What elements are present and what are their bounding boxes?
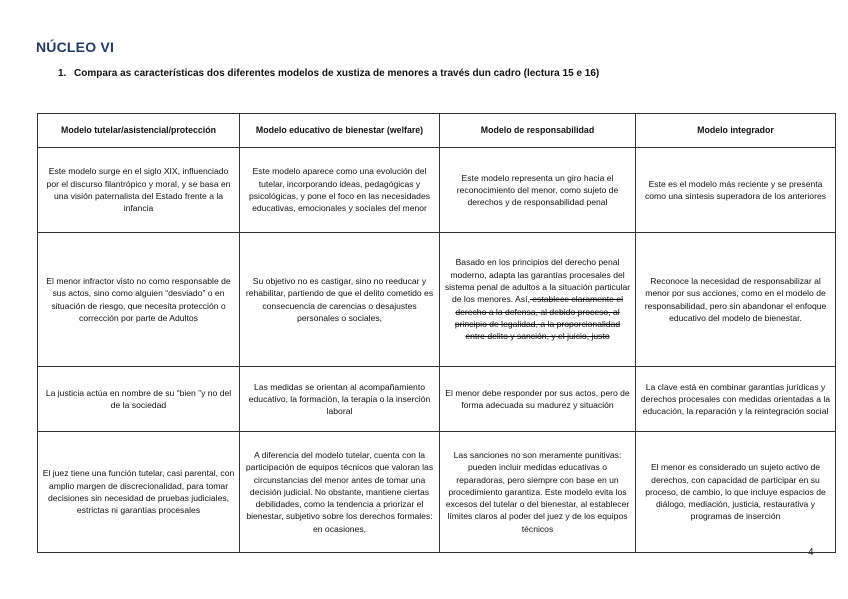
table-cell: La justicia actúa en nombre de su “bien ”y no del de la sociedad xyxy=(38,367,240,432)
table-cell: El menor es considerado un sujeto activo de derechos, con capacidad de participar en su proceso, de cambio, lo que incluye espacios de diálogo, mediación, justicia, restaurativa y programas de inserción xyxy=(636,432,836,553)
table-cell: Las sanciones no son meramente punitivas: pueden incluir medidas educativas o reparadoras, pero siempre con base en un procedimiento garantiza. Este modelo evita los excesos del tutelar o del bienestar, al establecer límites claros al poder del juez y de los equipos técnicos xyxy=(440,432,636,553)
table-row xyxy=(38,233,836,367)
header-modelo-tutelar: Modelo tutelar/asistencial/protección xyxy=(38,114,240,148)
table-row xyxy=(38,367,836,432)
table-cell: El juez tiene una función tutelar, casi parental, con amplio margen de discrecionalidad, para tomar decisiones sin necesidad de pruebas judiciales, estrictas ni garantías procesales xyxy=(38,432,240,553)
table-cell: Este modelo representa un giro hacia el reconocimiento del menor, como sujeto de derechos y de responsabilidad penal xyxy=(440,148,636,233)
table-cell: Este es el modelo más reciente y se presenta como una síntesis superadora de los anteriores xyxy=(636,148,836,233)
table-cell: La clave está en combinar garantías jurídicas y derechos procesales con medidas orientadas a la educación, la reparación y la reintegración social xyxy=(636,367,836,432)
question-number: 1. xyxy=(58,68,67,79)
table-row xyxy=(38,148,836,233)
section-heading: NÚCLEO VI xyxy=(36,39,115,55)
table-cell: A diferencia del modelo tutelar, cuenta con la participación de equipos técnicos que valoran las circunstancias del menor antes de tomar una decisión judicial. No obstante, mantiene ciertas debilidades, como la tendencia a priorizar el bienestar, subjetivo sobre los derechos formales: en ocasiones, xyxy=(240,432,440,553)
cell-text: Basado en los principios del derecho penal moderno, adapta las garantías procesales del sistema penal de adultos a la situación particular de los menores. Así, xyxy=(444,257,631,305)
comparison-table xyxy=(37,113,836,553)
header-modelo-integrador: Modelo integrador xyxy=(636,114,836,148)
struck-through-text: establece claramente el derecho a la defensa, al debido proceso, al principio de legalidad, a la proporcionalidad entre delito y sanción, y el juicio, justo xyxy=(454,294,624,342)
header-modelo-educativo: Modelo educativo de bienestar (welfare) xyxy=(240,114,440,148)
table-cell: Este modelo surge en el siglo XIX, influenciado por el discurso filantrópico y moral, y se basa en una visión paternalista del Estado frente a la infancia xyxy=(38,148,240,233)
question-text: Compara as características dos diferentes modelos de xustiza de menores a través dun cadro (lectura 15 e 16) xyxy=(74,68,600,79)
table-cell: Reconoce la necesidad de responsabilizar al menor por sus acciones, como en el modelo de responsabilidad, pero sin abandonar el enfoque educativo del modelo de bienestar. xyxy=(636,233,836,367)
table-row xyxy=(38,432,836,553)
page-number: 4 xyxy=(808,547,814,558)
table-cell xyxy=(440,233,636,367)
table-cell: El menor debe responder por sus actos, pero de forma adecuada su madurez y situación xyxy=(440,367,636,432)
question-item xyxy=(58,68,599,79)
table-cell: Su objetivo no es castigar, sino no reeducar y rehabilitar, partiendo de que el delito cometido es consecuencia de carencias o desajustes personales o sociales, xyxy=(240,233,440,367)
table-cell: El menor infractor visto no como responsable de sus actos, sino como alguien “desviado” o en situación de riesgo, que necesita protección o corrección por parte de Adultos xyxy=(38,233,240,367)
table-header-row xyxy=(38,114,836,148)
header-modelo-responsabilidad: Modelo de responsabilidad xyxy=(440,114,636,148)
table-cell: Este modelo aparece como una evolución del tutelar, incorporando ideas, pedagógicas y psicológicas, y pone el foco en las necesidades educativas, emocionales y sociales del menor xyxy=(240,148,440,233)
table-cell: Las medidas se orientan al acompañamiento educativo, la formación, la terapia o la inserción laboral xyxy=(240,367,440,432)
